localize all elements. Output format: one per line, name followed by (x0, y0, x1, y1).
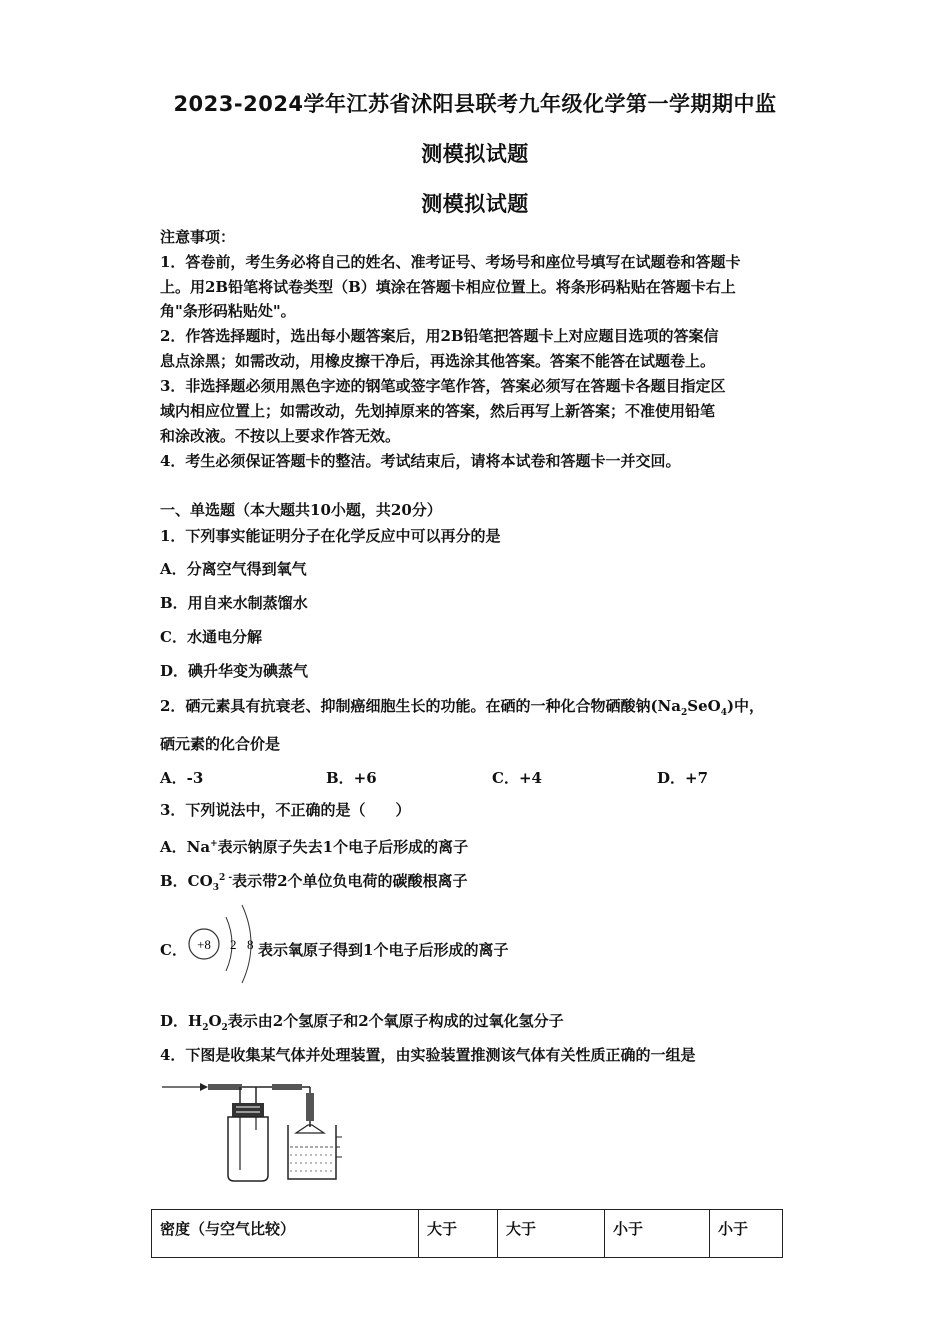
q3-option-a: A．Na+表示钠原子失去1个电子后形成的离子 (160, 838, 469, 856)
q3-option-c-label: C． (160, 941, 187, 959)
q1-option-b: B．用自来水制蒸馏水 (160, 594, 308, 612)
table-cell: 小于 (710, 1210, 783, 1258)
q3-stem: 3．下列说法中，不正确的是（ ） (160, 801, 411, 819)
title-line-3: 测模拟试题 (421, 192, 529, 216)
notes-line: 域内相应位置上；如需改动，先划掉原来的答案，然后再写上新答案；不准使用铅笔 (160, 402, 716, 420)
title-line-2: 测模拟试题 (421, 142, 529, 166)
notes-heading: 注意事项： (160, 228, 236, 246)
section-heading: 一、单选题（本大题共10小题，共20分） (160, 501, 442, 519)
electron-shell-1-count: 2 (230, 937, 237, 952)
q1-option-d: D．碘升华变为碘蒸气 (160, 662, 309, 680)
oxygen-ion-structure-diagram (186, 897, 266, 987)
q2-option-d: D．+7 (657, 769, 709, 787)
notes-line: 4．考生必须保证答题卡的整洁。考试结束后，请将本试卷和答题卡一并交回。 (160, 452, 681, 470)
notes-line: 息点涂黑；如需改动，用橡皮擦干净后，再选涂其他答案。答案不能答在试题卷上。 (160, 352, 716, 370)
q2-option-b: B．+6 (326, 769, 377, 787)
notes-line: 3．非选择题必须用黑色字迹的钢笔或签字笔作答，答案必须写在答题卡各题目指定区 (160, 377, 726, 395)
table-row (152, 1210, 783, 1258)
title-line-1: 2023-2024学年江苏省沭阳县联考九年级化学第一学期期中监 (173, 92, 777, 116)
q2-stem: 2．硒元素具有抗衰老、抑制癌细胞生长的功能。在硒的一种化合物硒酸钠$(Na_2SeO_4)$中， (160, 697, 765, 718)
q2-option-a: A．-3 (160, 769, 204, 787)
gas-collection-apparatus-diagram (160, 1075, 360, 1185)
table-cell: 小于 (605, 1210, 710, 1258)
electron-shell-2-count: 8 (247, 937, 254, 952)
notes-line: 1．答卷前，考生务必将自己的姓名、准考证号、考场号和座位号填写在试题卷和答题卡 (160, 253, 741, 271)
q4-stem: 4．下图是收集某气体并处理装置，由实验装置推测该气体有关性质正确的一组是 (160, 1046, 696, 1064)
notes-line: 角"条形码粘贴处"。 (160, 302, 296, 320)
gas-properties-table (151, 1209, 783, 1258)
nucleus-charge: +8 (197, 937, 211, 952)
q1-option-c: C．水通电分解 (160, 628, 262, 646)
q2-option-c: C．+4 (492, 769, 542, 787)
q3-option-c-text: 表示氧原子得到1个电子后形成的离子 (258, 941, 509, 959)
table-cell-label: 密度（与空气比较） (152, 1210, 419, 1258)
q3-option-b: B．$CO_3^{2 -}$表示带2个单位负电荷的碳酸根离子 (160, 872, 468, 893)
q1-stem: 1．下列事实能证明分子在化学反应中可以再分的是 (160, 527, 501, 545)
notes-line: 和涂改液。不按以上要求作答无效。 (160, 427, 401, 445)
table-cell: 大于 (498, 1210, 605, 1258)
q1-option-a: A．分离空气得到氧气 (160, 560, 307, 578)
notes-line: 2．作答选择题时，选出每小题答案后，用2B铅笔把答题卡上对应题目选项的答案信 (160, 327, 719, 345)
notes-line: 上。用2B铅笔将试卷类型（B）填涂在答题卡相应位置上。将条形码粘贴在答题卡右上 (160, 278, 736, 296)
q3-option-d: D．$H_2O_2$表示由2个氢原子和2个氧原子构成的过氧化氢分子 (160, 1012, 564, 1033)
q2-stem-cont: 硒元素的化合价是 (160, 735, 281, 753)
table-cell: 大于 (419, 1210, 498, 1258)
